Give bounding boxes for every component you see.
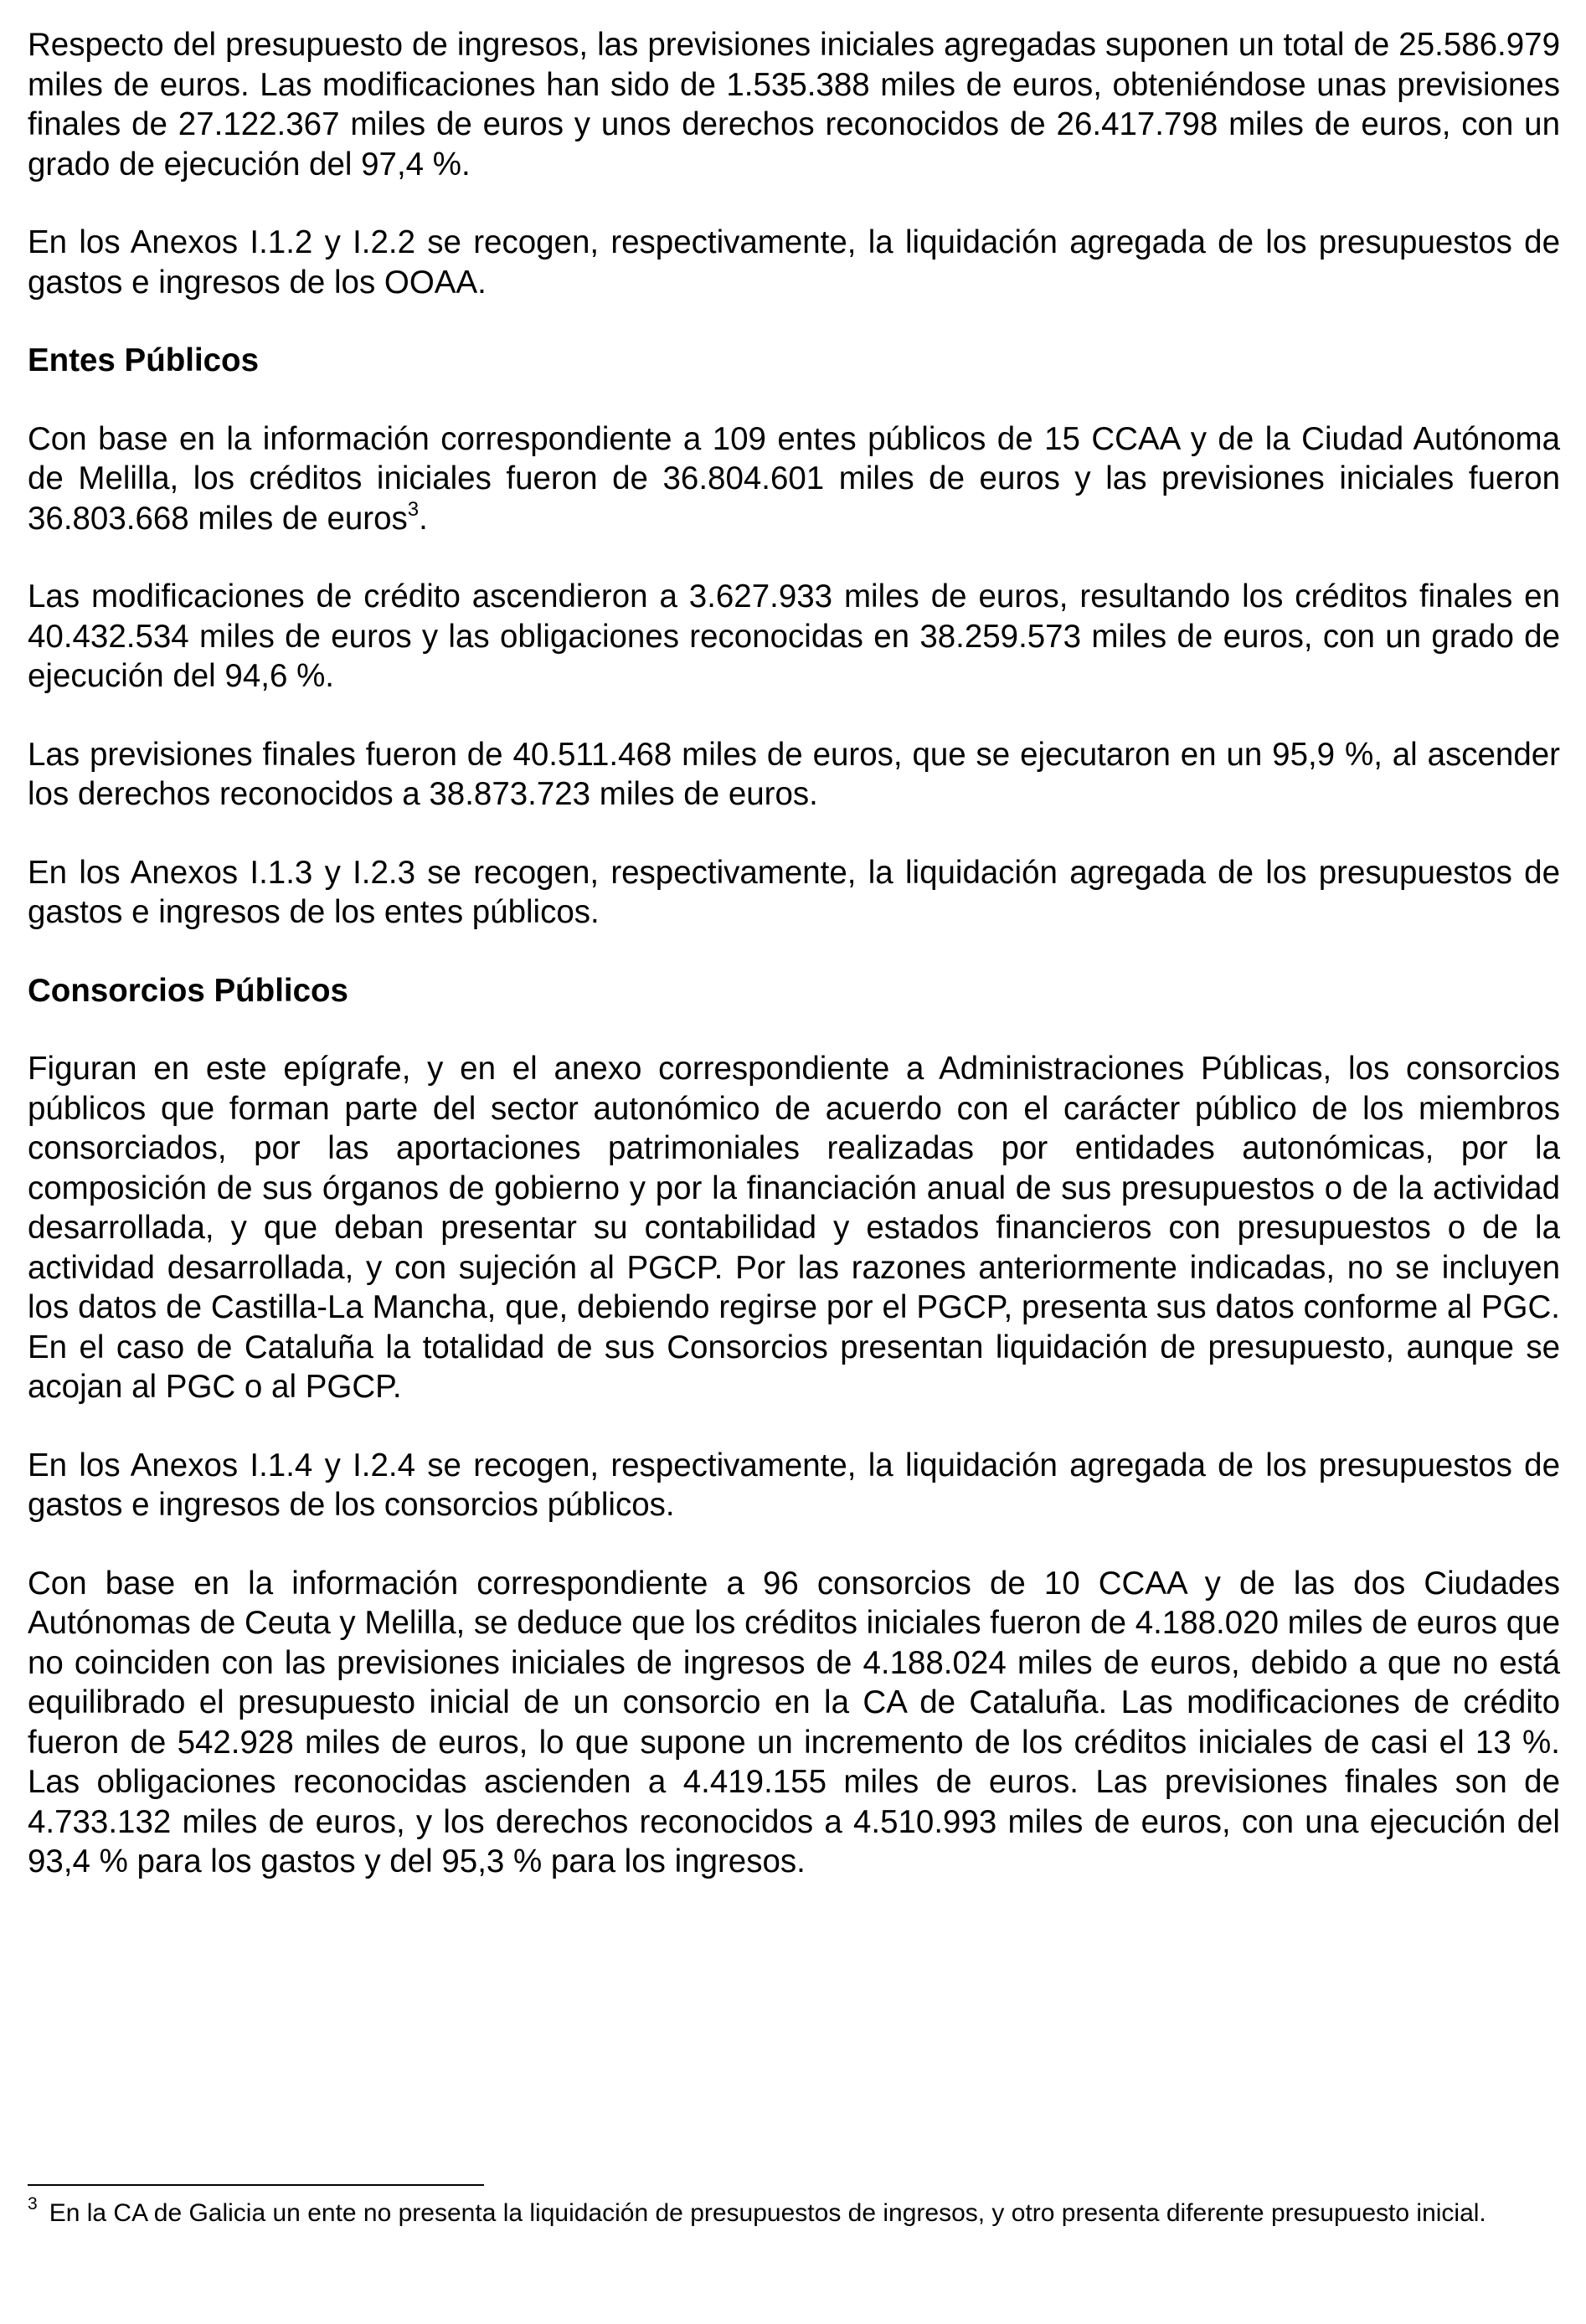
paragraph-consorcios-creditos: Con base en la información correspondiente a 96 consorcios de 10 CCAA y de las dos Ciudades Autónomas de Ceuta y Melilla, se deduce que los créditos iniciales fueron de 4.188.020 miles de euros que no coinciden con las previsiones iniciales de ingresos de 4.188.024 miles de euros, debido a que no está equilibrado el presupuesto inicial de un consorcio en la CA de Cataluña. Las modificaciones de crédito fueron de 542.928 miles de euros, lo que supone un incremento de los créditos iniciales de casi el 13 %. Las obligaciones reconocidas ascienden a 4.419.155 miles de euros. Las previsiones finales son de 4.733.132 miles de euros, y los derechos reconocidos a 4.510.993 miles de euros, con una ejecución del 93,4 % para los gastos y del 95,3 % para los ingresos. [28,1565,1560,1879]
paragraph-anexos-entes: En los Anexos I.1.3 y I.2.3 se recogen, respectivamente, la liquidación agregada de los presupuestos de gastos e ingresos de los entes públicos. [28,854,1560,930]
paragraph-entes-modificaciones: Las modificaciones de crédito ascendieron a 3.627.933 miles de euros, resultando los créditos finales en 40.432.534 miles de euros y las obligaciones reconocidas en 38.259.573 miles de euros, con un grado de ejecución del 94,6 %. [28,578,1560,694]
paragraph-entes-previsiones: Las previsiones finales fueron de 40.511.468 miles de euros, que se ejecutaron en un 95,9 %, al ascender los derechos reconocidos a 38.873.723 miles de euros. [28,736,1560,812]
footnote-separator [28,2184,484,2186]
paragraph-consorcios-epigrafe: Figuran en este epígrafe, y en el anexo correspondiente a Administraciones Públicas, los consorcios públicos que forman parte del sector autonómico de acuerdo con el carácter público de los miembros consorciados, por las aportaciones patrimoniales realizadas por entidades autonómicas, por la composición de sus órganos de gobierno y por la financiación anual de sus presupuestos o de la actividad desarrollada, y que deban presentar su contabilidad y estados financieros con presupuestos o de la actividad desarrollada, y con sujeción al PGCP. Por las razones anteriormente indicadas, no se incluyen los datos de Castilla-La Mancha, que, debiendo regirse por el PGCP, presenta sus datos conforme al PGC. En el caso de Cataluña la totalidad de sus Consorcios presentan liquidación de presupuesto, aunque se acojan al PGC o al PGCP. [28,1051,1560,1405]
footnote-text: En la CA de Galicia un ente no presenta la liquidación de presupuestos de ingresos, y otro presenta diferente presupuesto inicial. [49,2199,1486,2227]
footnote [28,2194,1560,2229]
footnote-marker: 3 [28,2194,38,2213]
paragraph-anexos-ooaa: En los Anexos I.1.2 y I.2.2 se recogen, respectivamente, la liquidación agregada de los presupuestos de gastos e ingresos de los OOAA. [28,224,1560,301]
paragraph-entes-creditos-end: . [419,500,428,537]
heading-entes-publicos: Entes Públicos [28,342,259,378]
footnote-reference[interactable]: 3 [407,497,420,521]
document-body [28,25,1560,1920]
paragraph-entes-creditos-text: Con base en la información correspondiente a 109 entes públicos de 15 CCAA y de la Ciudad Autónoma de Melilla, los créditos iniciales fueron de 36.804.601 miles de euros y las previsiones iniciales fueron 36.803.668 miles de euros [28,420,1560,537]
paragraph-anexos-consorcios: En los Anexos I.1.4 y I.2.4 se recogen, respectivamente, la liquidación agregada de los presupuestos de gastos e ingresos de los consorcios públicos. [28,1447,1560,1523]
paragraph-entes-creditos [28,419,1560,539]
paragraph-ingresos-ooaa: Respecto del presupuesto de ingresos, las previsiones iniciales agregadas suponen un total de 25.586.979 miles de euros. Las modificaciones han sido de 1.535.388 miles de euros, obteniéndose unas previsiones finales de 27.122.367 miles de euros y unos derechos reconocidos de 26.417.798 miles de euros, con un grado de ejecución del 97,4 %. [28,27,1560,183]
heading-consorcios-publicos: Consorcios Públicos [28,972,348,1009]
